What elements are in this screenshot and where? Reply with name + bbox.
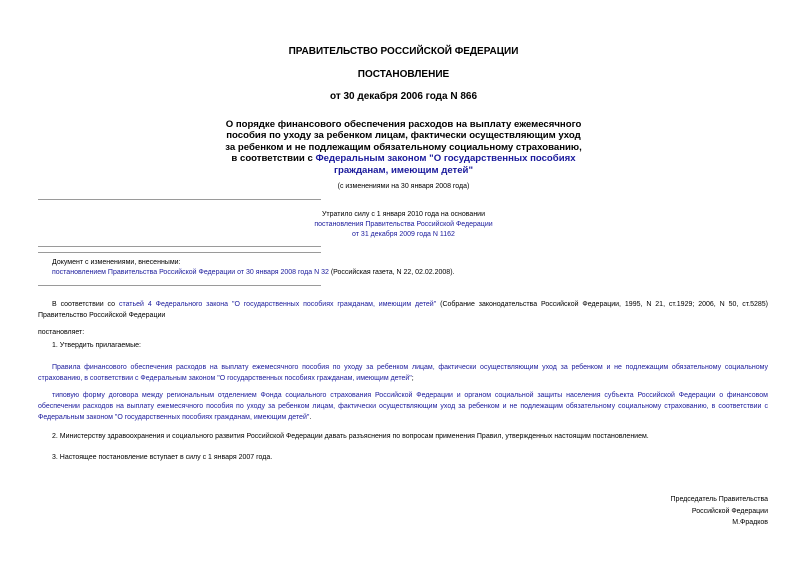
resolves-text: постановляет: — [38, 329, 85, 336]
signature-country: Российской Федерации — [691, 507, 768, 515]
preamble-prefix: В соответствии со — [52, 301, 119, 308]
signature-block — [500, 494, 768, 529]
item-3: 3. Настоящее постановление вступает в силу с 1 января 2007 года. — [52, 454, 273, 461]
rules-suffix: ; — [411, 375, 414, 382]
federal-law-link[interactable]: Федеральным законом "О государственных пособиях — [315, 153, 576, 165]
expired-decree-link[interactable]: постановления Правительства Российской Федерации — [314, 221, 493, 228]
item-2: 2. Министерству здравоохранения и социального развития Российской Федерации давать разъяснения по вопросам применения Правил, утвержденных настоящим постановлением. — [52, 433, 649, 440]
expired-text: Утратило силу с 1 января 2010 года на основании — [321, 211, 486, 218]
contract-form-link[interactable]: типовую форму договора между региональным отделением Фонда социального страхования Российской Федерации и органом социальной защиты населения субъекта Российской Федерации о финансовом обеспечении расходов на выплату ежемесячного пособия по уходу за ребенком лицам, фактически осуществляющим уход за ребенком и не подлежащим обязательному социальному страхованию, в соответствии с Федеральным законом "О государственных пособиях гражданам, имеющим детей" — [38, 392, 768, 421]
title-line-3: за ребенком и не подлежащим обязательному социальному страхованию, — [225, 141, 582, 153]
rules-link[interactable]: Правила финансового обеспечения расходов на выплату ежемесячного пособия по уходу за ребенком лицам, фактически осуществляющим уход за ребенком и не подлежащим обязательному социальному страхованию, в соответствии с Федеральным законом "О государственных пособиях гражданам, имеющим детей" — [38, 364, 768, 382]
document-date-number: от 30 декабря 2006 года N 866 — [329, 91, 478, 102]
document-type: ПОСТАНОВЛЕНИЕ — [357, 69, 450, 80]
item-1: 1. Утвердить прилагаемые: — [52, 342, 141, 349]
amending-decree-link[interactable]: постановлением Правительства Российской Федерации от 30 января 2008 года N 32 — [52, 269, 329, 276]
divider — [38, 252, 321, 253]
changes-source: (Российская газета, N 22, 02.02.2008). — [328, 269, 455, 276]
title-line-2: пособия по уходу за ребенком лицам, фактически осуществляющим уход — [226, 130, 581, 142]
preamble — [38, 299, 768, 321]
contract-suffix: . — [309, 414, 312, 421]
changes-line — [52, 268, 772, 278]
divider — [38, 246, 321, 247]
signature-position: Председатель Правительства — [670, 496, 768, 503]
preamble-suffix: (Собрание законодательства Российской Федерации, 1995, N 21, ст.1929; 2006, N 50, ст.5285) Правительство Российской Федерации — [38, 301, 768, 319]
article-4-link[interactable]: статьей 4 Федерального закона "О государственных пособиях гражданам, имеющим детей" — [118, 301, 437, 308]
federal-law-link-cont[interactable]: гражданам, имеющим детей" — [333, 164, 474, 176]
contract-paragraph — [38, 390, 768, 423]
divider — [38, 199, 321, 200]
expired-decree-link-cont[interactable]: от 31 декабря 2009 года N 1162 — [352, 231, 455, 238]
government-heading: ПРАВИТЕЛЬСТВО РОССИЙСКОЙ ФЕДЕРАЦИИ — [288, 46, 519, 57]
title-line-4 — [120, 153, 687, 164]
document-title — [120, 119, 687, 176]
divider — [38, 285, 321, 286]
signature-name: М.Фрадков — [732, 519, 768, 526]
amendment-note: (с изменениями на 30 января 2008 года) — [337, 183, 470, 190]
title-line-4-prefix: в соответствии с — [231, 153, 316, 165]
changes-block — [52, 258, 772, 278]
title-line-1: О порядке финансового обеспечения расходов на выплату ежемесячного — [225, 119, 582, 130]
expired-notice — [200, 210, 607, 240]
changes-label: Документ с изменениями, внесенными: — [52, 259, 181, 266]
rules-paragraph — [38, 362, 768, 384]
